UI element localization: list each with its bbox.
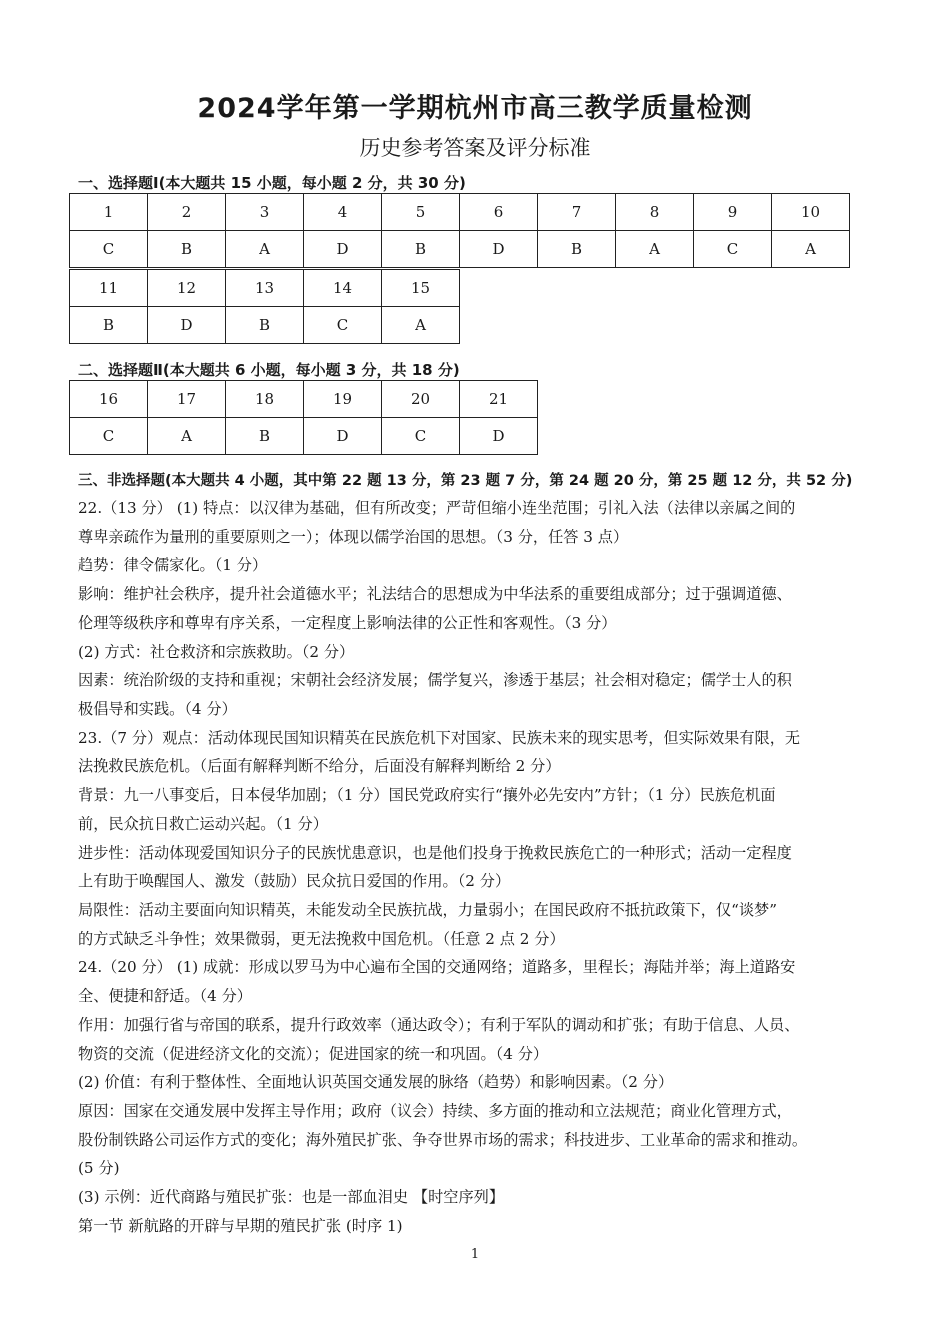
answer-letter: B [148,231,226,268]
document-subtitle: 历史参考答案及评分标准 [359,136,591,160]
table-row [70,194,850,231]
question-number: 7 [538,194,616,231]
question-number: 17 [148,381,226,418]
text-line: 全、便捷和舒适。（4 分） [78,987,252,1005]
text-line: 物资的交流（促进经济文化的交流）；促进国家的统一和巩固。（4 分） [78,1045,549,1063]
text-line: 的方式缺乏斗争性；效果微弱，更无法挽救中国危机。（任意 2 点 2 分） [78,930,565,948]
question-number: 1 [70,194,148,231]
question-number: 6 [460,194,538,231]
text-line: 23.（7 分）观点：活动体现民国知识精英在民族危机下对国家、民族未来的现实思考，但实际效果有限，无 [78,729,801,747]
answer-letter: B [226,418,304,455]
section2-answer-table [69,380,538,455]
table-row [70,418,538,455]
document-title: 2024学年第一学期杭州市高三教学质量检测 [197,93,753,124]
text-line: 前，民众抗日救亡运动兴起。（1 分） [78,815,328,833]
text-line: 24.（20 分） (1) 成就：形成以罗马为中心遍布全国的交通网络；道路多，里程长；海陆并举；海上道路安 [78,958,796,976]
question-number: 16 [70,381,148,418]
answer-letter: C [70,231,148,268]
answer-letter: C [304,307,382,344]
text-line: 极倡导和实践。（4 分） [78,700,237,718]
text-line: 第一节 新航路的开辟与早期的殖民扩张 (时序 1) [78,1217,403,1235]
section1-answer-table-2 [69,269,460,344]
table-row [70,307,460,344]
text-line: 局限性：活动主要面向知识精英，未能发动全民族抗战，力量弱小；在国民政府不抵抗政策下，仅“谈梦” [78,901,777,919]
section3-heading: 三、非选择题(本大题共 4 小题，其中第 22 题 13 分，第 23 题 7 分，第 24 题 20 分，第 25 题 12 分，共 52 分) [78,473,853,489]
text-line: 上有助于唤醒国人、激发（鼓励）民众抗日爱国的作用。（2 分） [78,872,511,890]
table-row [70,270,460,307]
answer-letter: B [538,231,616,268]
text-line: 尊卑亲疏作为量刑的重要原则之一）；体现以儒学治国的思想。（3 分，任答 3 点） [78,528,629,546]
text-line: (2) 方式：社仓救济和宗族救助。（2 分） [78,643,355,661]
table-row [70,231,850,268]
text-line: (5 分) [78,1159,120,1177]
question-number: 5 [382,194,460,231]
question-number: 9 [694,194,772,231]
text-line: 背景：九一八事变后，日本侵华加剧；（1 分）国民党政府实行“攘外必先安内”方针；（1 分）民族危机面 [78,786,776,804]
answer-letter: D [460,418,538,455]
text-line: 进步性：活动体现爱国知识分子的民族忧患意识，也是他们投身于挽救民族危亡的一种形式；活动一定程度 [78,844,792,862]
text-line: 22.（13 分） (1) 特点：以汉律为基础，但有所改变；严苛但缩小连坐范围；引礼入法（法律以亲属之间的 [78,499,796,517]
answer-letter: D [304,231,382,268]
text-line: (3) 示例：近代商路与殖民扩张：也是一部血泪史 【时空序列】 [78,1188,505,1206]
question-number: 4 [304,194,382,231]
question-number: 19 [304,381,382,418]
section2-heading: 二、选择题Ⅱ(本大题共 6 小题，每小题 3 分，共 18 分) [78,361,460,379]
text-line: 趋势：律令儒家化。（1 分） [78,556,268,574]
question-number: 13 [226,270,304,307]
question-number: 12 [148,270,226,307]
section1-answer-table [69,193,850,268]
answer-letter: D [304,418,382,455]
answer-letter: B [226,307,304,344]
text-line: 影响：维护社会秩序，提升社会道德水平；礼法结合的思想成为中华法系的重要组成部分；过于强调道德、 [78,585,792,603]
question-number: 21 [460,381,538,418]
answer-letter: B [70,307,148,344]
answer-letter: C [70,418,148,455]
question-number: 2 [148,194,226,231]
answer-letter: A [226,231,304,268]
answer-letter: A [616,231,694,268]
question-number: 18 [226,381,304,418]
answer-letter: A [382,307,460,344]
question-number: 8 [616,194,694,231]
answer-letter: D [148,307,226,344]
question-number: 11 [70,270,148,307]
page-number: 1 [470,1247,480,1262]
question-number: 15 [382,270,460,307]
table-row [70,381,538,418]
text-line: 伦理等级秩序和尊卑有序关系，一定程度上影响法律的公正性和客观性。（3 分） [78,614,617,632]
text-line: 原因：国家在交通发展中发挥主导作用；政府（议会）持续、多方面的推动和立法规范；商业化管理方式， [78,1102,792,1120]
answer-letter: A [148,418,226,455]
text-line: 法挽救民族危机。（后面有解释判断不给分，后面没有解释判断给 2 分） [78,757,561,775]
question-number: 20 [382,381,460,418]
answer-letter: B [382,231,460,268]
answer-letter: A [772,231,850,268]
text-line: 作用：加强行省与帝国的联系，提升行政效率（通达政令）；有利于军队的调动和扩张；有助于信息、人员、 [78,1016,800,1034]
question-number: 3 [226,194,304,231]
answer-letter: D [460,231,538,268]
question-number: 10 [772,194,850,231]
text-line: 股份制铁路公司运作方式的变化；海外殖民扩张、争夺世界市场的需求；科技进步、工业革命的需求和推动。 [78,1131,807,1149]
section1-heading: 一、选择题Ⅰ(本大题共 15 小题，每小题 2 分，共 30 分) [78,174,466,192]
answer-letter: C [694,231,772,268]
text-line: 因素：统治阶级的支持和重视；宋朝社会经济发展；儒学复兴，渗透于基层；社会相对稳定；儒学士人的积 [78,671,792,689]
text-line: (2) 价值：有利于整体性、全面地认识英国交通发展的脉络（趋势）和影响因素。（2 分） [78,1073,674,1091]
answer-letter: C [382,418,460,455]
question-number: 14 [304,270,382,307]
